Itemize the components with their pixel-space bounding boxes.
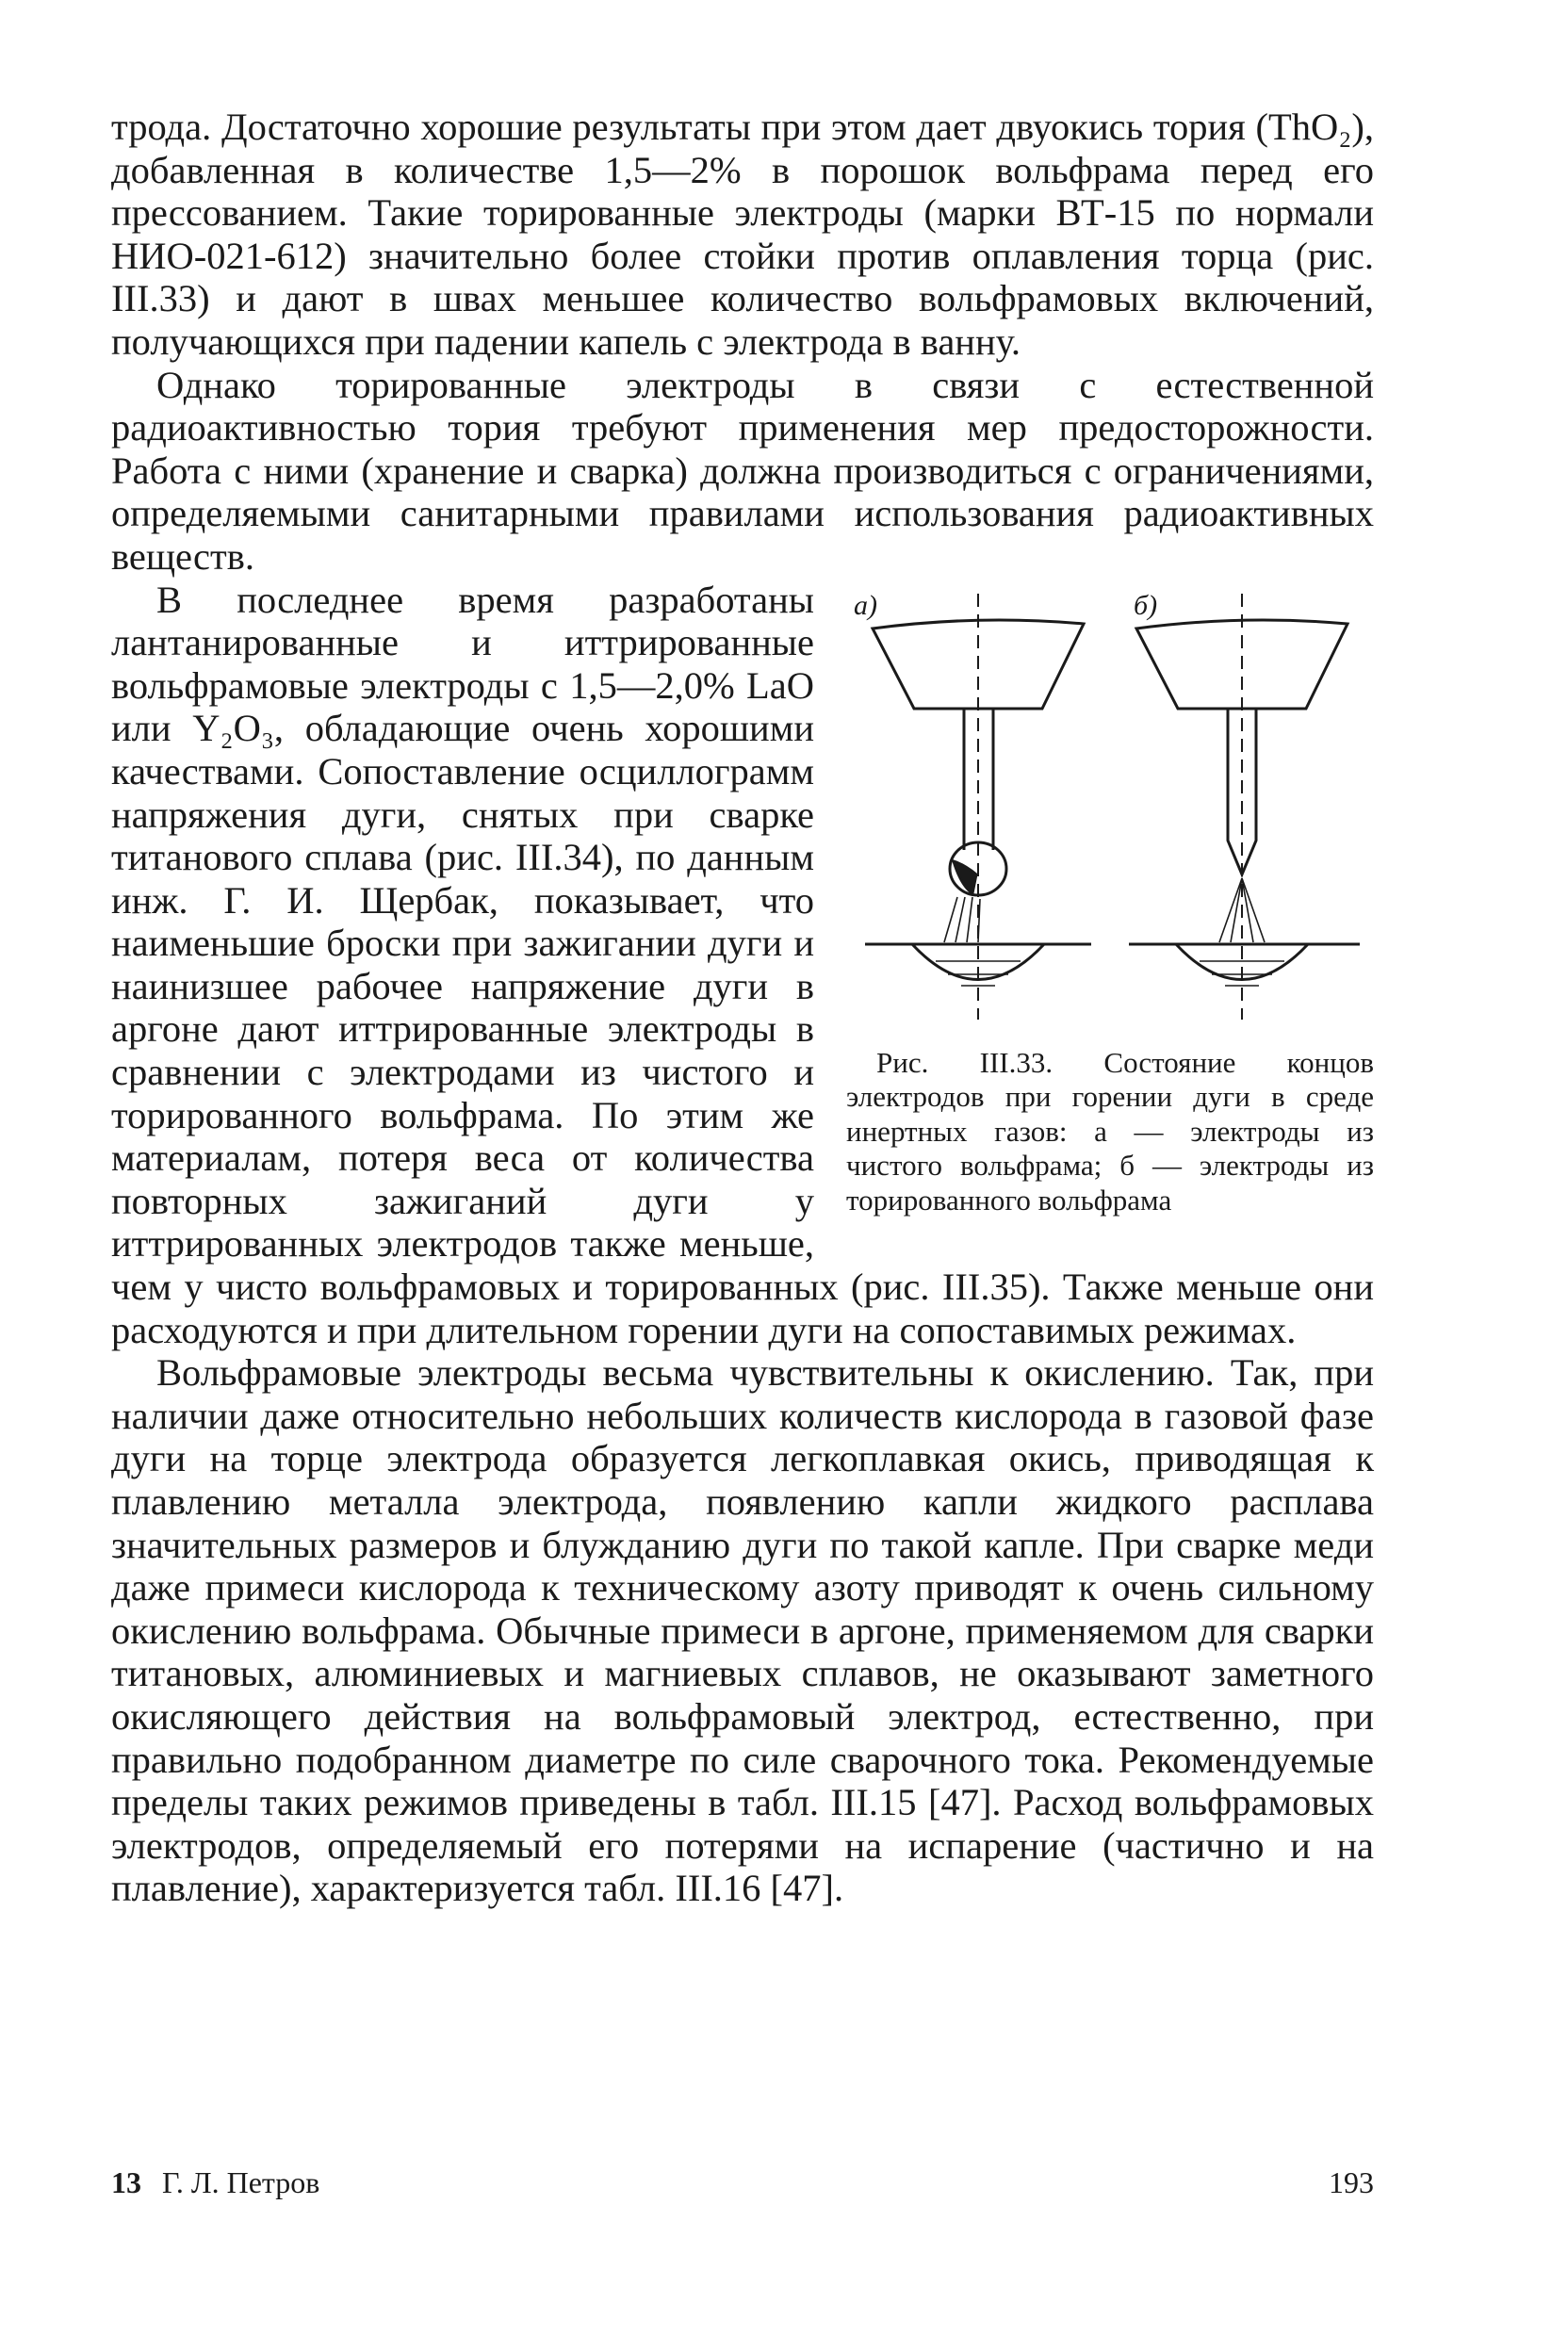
figure-iii-33 xyxy=(846,586,1374,1218)
page-number: 193 xyxy=(1329,2165,1374,2199)
page-body xyxy=(111,106,1374,1910)
paragraph-2: Однако торированные электроды в связи с естественной радиоактивностью тория требуют применения мер предосторожности. Работа с ними (хранение и сварка) должна производиться с ограничениями, определяемыми санитарными правилами использования радиоактивных веществ. xyxy=(111,363,1374,578)
signature-number: 13 xyxy=(111,2165,141,2199)
paragraph-1: трода. Достаточно хорошие результаты при этом дает двуокись тория (ThO₂), добавленная в количестве 1,5—2% в порошок вольфрама перед его прессованием. Такие торированные электроды (марки ВТ-15 по нормали НИО-021-612) значительно более стойки против оплавления торца (рис. III.33) и дают в швах меньшее количество вольфрамовых включений, получающихся при падении капель с электрода в ванну. xyxy=(111,106,1374,363)
footer-left xyxy=(111,2165,319,2200)
electrode-diagram xyxy=(846,586,1374,1029)
page-footer xyxy=(111,2165,1374,2200)
figure-wrap xyxy=(111,579,1374,1352)
paragraph-3: В последнее время разработаны лантанированные и иттрированные вольфрамовые электроды с 1,5—2,0% LaO или Y₂O₃, обладающие очень хорошими качествами. Сопоставление осциллограмм напряжения дуги, снятых при сварке титанового сплава (рис. III.34), по данным инж. Г. И. Щербак, показывает, что наименьшие броски при зажигании дуги и наинизшее рабочее напряжение дуги в аргоне дают иттрированные электроды в сравнении с электродами из чистого и торированного вольфрама. По этим же материалам, потеря веса от количества повторных зажиганий дуги у иттрированных электродов также меньше, чем у чисто вольфрамовых и торированных (рис. III.35). Также меньше они расходуются и при длительном горении дуги на сопоставимых режимах. xyxy=(111,578,1374,1351)
arc-a xyxy=(944,897,980,942)
author-name: Г. Л. Петров xyxy=(162,2165,320,2199)
figure-label-b: б) xyxy=(1134,589,1158,621)
droplet-a xyxy=(954,861,976,893)
figure-caption: Рис. III.33. Состояние концов электродов при горении дуги в среде инертных газов: а — электроды из чистого вольфрама; б — электроды из торированного вольфрама xyxy=(846,1045,1374,1217)
figure-label-a: а) xyxy=(854,589,877,621)
paragraph-4: Вольфрамовые электроды весьма чувствительны к окислению. Так, при наличии даже относительно небольших количеств кислорода в газовой фазе дуги на торце электрода образуется легкоплавкая окись, приводящая к плавлению металла электрода, появлению капли жидкого расплава значительных размеров и блужданию дуги по такой капле. При сварке меди даже примеси кислорода к техническому азоту приводят к очень сильному окислению вольфрама. Обычные примеси в аргоне, применяемом для сварки титановых, алюминиевых и магниевых сплавов, не оказывают заметного окисляющего действия на вольфрамовый электрод, естественно, при правильно подобранном диаметре по силе сварочного тока. Рекомендуемые пределы таких режимов приведены в табл. III.15 [47]. Расход вольфрамовых электродов, определяемый его потерями на испарение (частично и на плавление), характеризуется табл. III.16 [47]. xyxy=(111,1351,1374,1910)
